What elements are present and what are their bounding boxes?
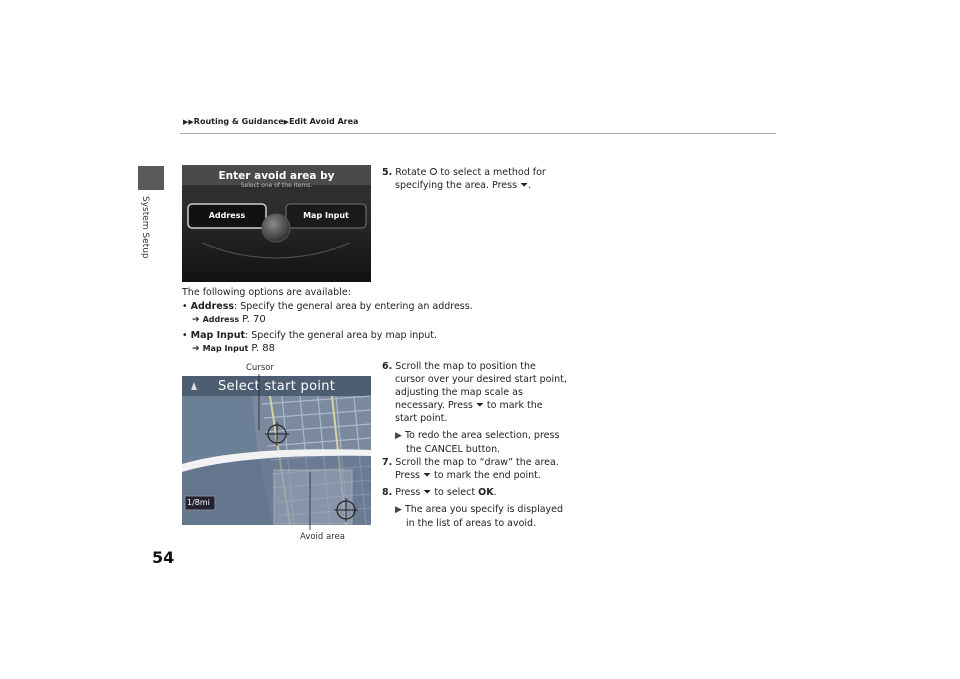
option-term: Map Input <box>190 330 246 341</box>
avoid-area-caption: Avoid area <box>300 532 345 542</box>
options-intro: The following options are available: <box>182 287 351 298</box>
map-scale-label: 1/8mi <box>187 498 210 507</box>
note-arrow-icon: ▶ <box>395 505 402 515</box>
option-desc: : Specify the general area by map input. <box>245 330 438 341</box>
step-text: to select a method for <box>437 167 546 178</box>
reference-arrow-icon: ➔ <box>192 315 200 325</box>
option-address <box>182 300 473 327</box>
section-tab <box>138 166 164 190</box>
step-text: cursor over your desired start point, <box>395 374 567 385</box>
step-7 <box>382 456 559 482</box>
screen-subtitle: Select one of the items. <box>240 182 313 189</box>
step-number: 8. <box>382 487 393 498</box>
step-text: to mark the <box>483 400 543 411</box>
step-number: 5. <box>382 167 393 178</box>
note-text: To redo the area selection, press <box>404 430 560 441</box>
step-text: to select <box>431 487 479 498</box>
step-text: . <box>493 487 497 498</box>
header-divider <box>180 133 776 134</box>
breadcrumb-arrow-icon: ▶ <box>283 118 290 126</box>
press-enter-icon: ⏷ <box>423 487 432 498</box>
step-text: to mark the end point. <box>431 470 541 481</box>
option-term: Address <box>190 301 235 312</box>
reference-label: Address <box>202 315 240 324</box>
option-desc: : Specify the general area by entering an address. <box>234 301 473 312</box>
step-text: necessary. Press <box>395 400 476 411</box>
step-5-line-2 <box>382 179 546 192</box>
note-text: The area you specify is displayed <box>404 504 564 515</box>
step-text: Rotate <box>395 167 430 178</box>
screen-avoid-area-method <box>182 165 371 282</box>
breadcrumb-arrow-icon: ▶▶ <box>183 118 194 126</box>
reference-page: P. 88 <box>251 343 275 354</box>
bullet: • <box>182 301 188 312</box>
step-8 <box>382 486 563 530</box>
bullet: • <box>182 330 188 341</box>
reference-page: P. 70 <box>242 314 266 325</box>
step-number: 6. <box>382 361 393 372</box>
ok-label: OK <box>478 487 494 498</box>
step-text: adjusting the map scale as <box>395 387 523 398</box>
step-5 <box>382 166 546 192</box>
step-text: . <box>528 180 532 191</box>
map-input-reference-link[interactable] <box>203 343 275 354</box>
note-arrow-icon: ▶ <box>395 431 402 441</box>
press-enter-icon: ⏷ <box>423 470 432 481</box>
step-text: Press <box>395 487 424 498</box>
step-text: specifying the area. Press <box>395 180 521 191</box>
reference-label: Map Input <box>202 344 249 353</box>
step-text: start point. <box>395 413 448 424</box>
step-5-line-1 <box>382 166 546 179</box>
section-label: System Setup <box>140 196 150 259</box>
press-enter-icon: ⏷ <box>520 180 529 191</box>
step-number: 7. <box>382 457 393 468</box>
option-map-input <box>182 329 437 356</box>
step-text: Scroll the map to position the <box>395 361 536 372</box>
reference-arrow-icon: ➔ <box>192 344 200 354</box>
press-enter-icon: ⏷ <box>475 400 484 411</box>
breadcrumb-item: Edit Avoid Area <box>289 117 359 126</box>
step-6 <box>382 360 567 456</box>
screen-title: Enter avoid area by <box>218 170 335 182</box>
step-text: Press <box>395 470 424 481</box>
step-text: Scroll the map to “draw” the area. <box>395 457 559 468</box>
breadcrumb-item: Routing & Guidance <box>193 117 284 126</box>
map-input-option-button[interactable]: Map Input <box>303 211 349 220</box>
note-text: in the list of areas to avoid. <box>406 518 537 529</box>
address-reference-link[interactable] <box>203 314 266 325</box>
map-screen-title: Select start point <box>218 379 336 394</box>
page-number: 54 <box>152 548 175 567</box>
breadcrumb <box>183 117 358 126</box>
cursor-caption: Cursor <box>246 363 274 373</box>
address-option-button[interactable]: Address <box>208 211 246 220</box>
note-text: the CANCEL button. <box>406 444 501 455</box>
callout-lines <box>250 372 330 532</box>
rotate-knob-icon: ⭘ <box>429 167 438 178</box>
